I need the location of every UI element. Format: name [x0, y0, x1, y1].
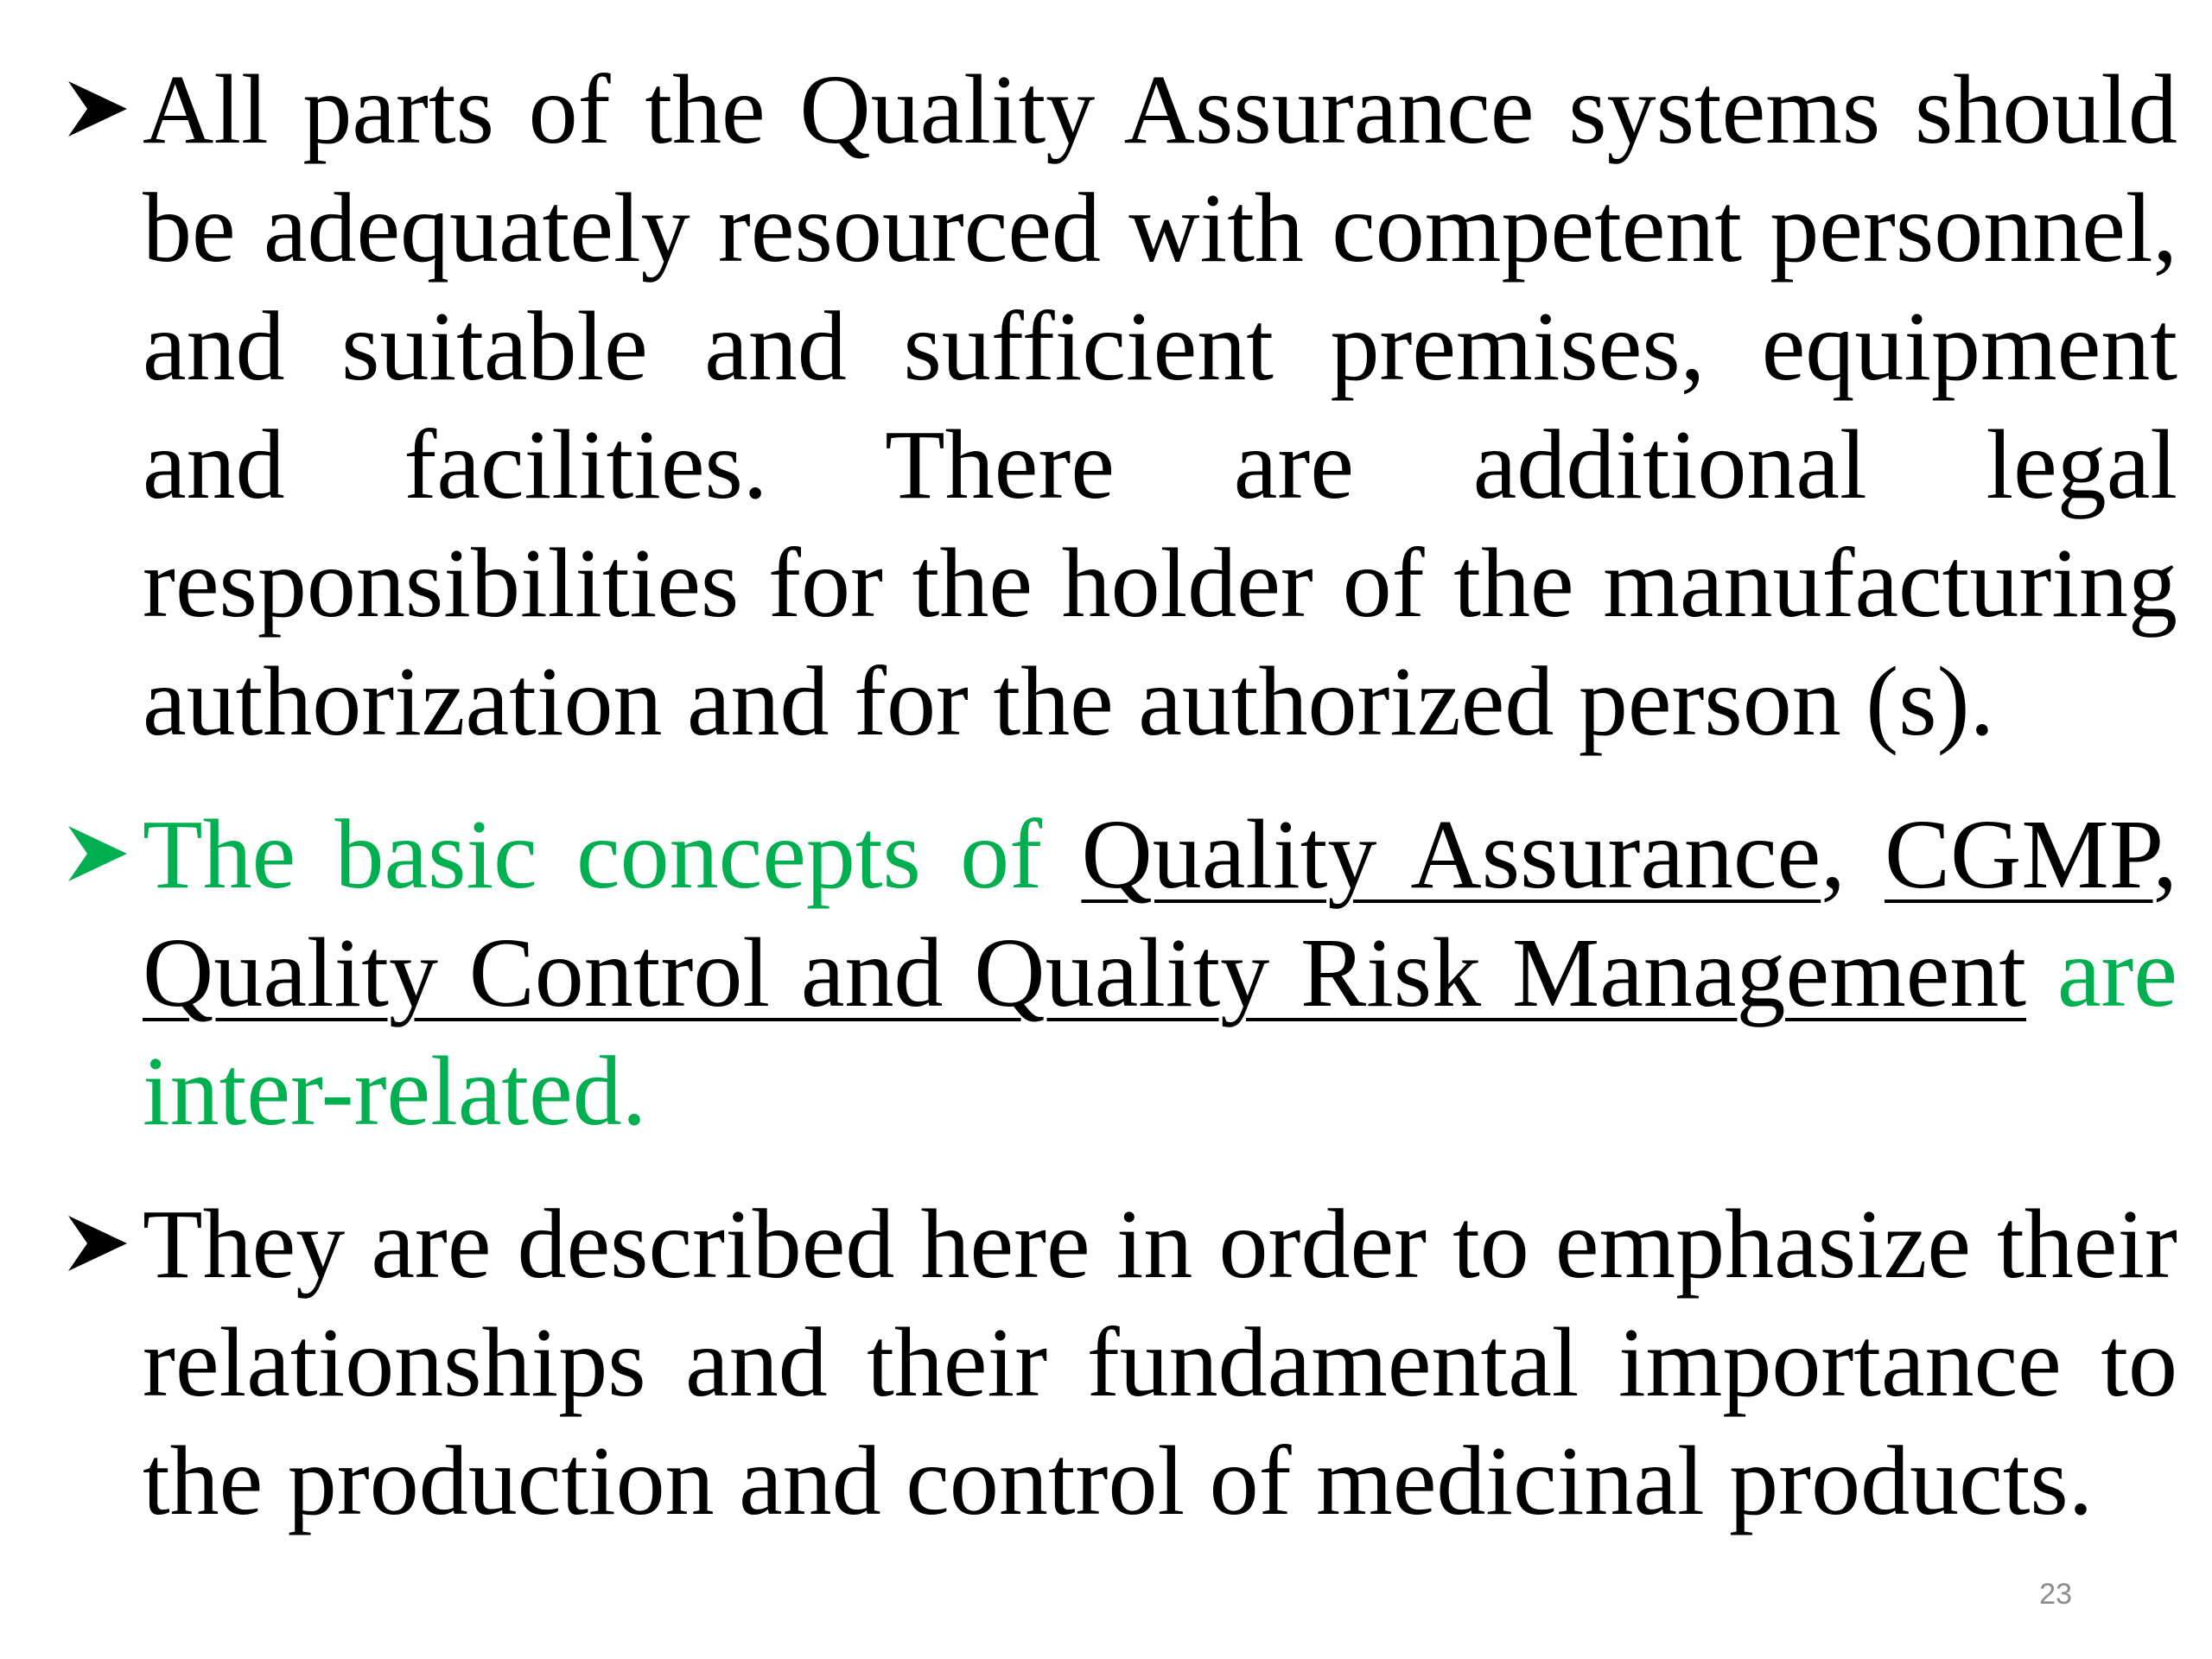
arrowhead-bullet-icon	[65, 821, 130, 887]
page-number: 23	[2039, 1578, 2072, 1611]
term-cgmp: CGMP	[1885, 799, 2153, 909]
bullet-text-intro: The basic concepts of	[143, 799, 1082, 909]
bullet-text: They are described here in order to emphasize their relationships and their fundamental importance to the production and control of medicinal products.	[143, 1189, 2177, 1535]
bullet-item-concepts	[65, 795, 2177, 1150]
bullet-text-outro: are inter-related.	[143, 918, 2177, 1146]
separator-comma: ,	[2152, 799, 2178, 909]
bullet-item-relationships	[65, 1185, 2177, 1540]
term-quality-assurance: Quality Assurance	[1081, 799, 1821, 909]
bullet-text: All parts of the Quality Assurance systems should be adequately resourced with competent personnel, and suitable and sufficient premises, equipment and facilities. There are additional legal responsibilities for the holder of the manufacturing authorization and for the authorized person (s).	[143, 54, 2177, 756]
bullet-list	[65, 50, 2177, 1540]
arrowhead-bullet-icon	[65, 76, 130, 142]
separator-comma: ,	[1821, 799, 1885, 909]
bullet-item-resources	[65, 50, 2177, 760]
arrowhead-bullet-icon	[65, 1211, 130, 1276]
term-qc-qrm: Quality Control and Quality Risk Management	[143, 918, 2027, 1027]
